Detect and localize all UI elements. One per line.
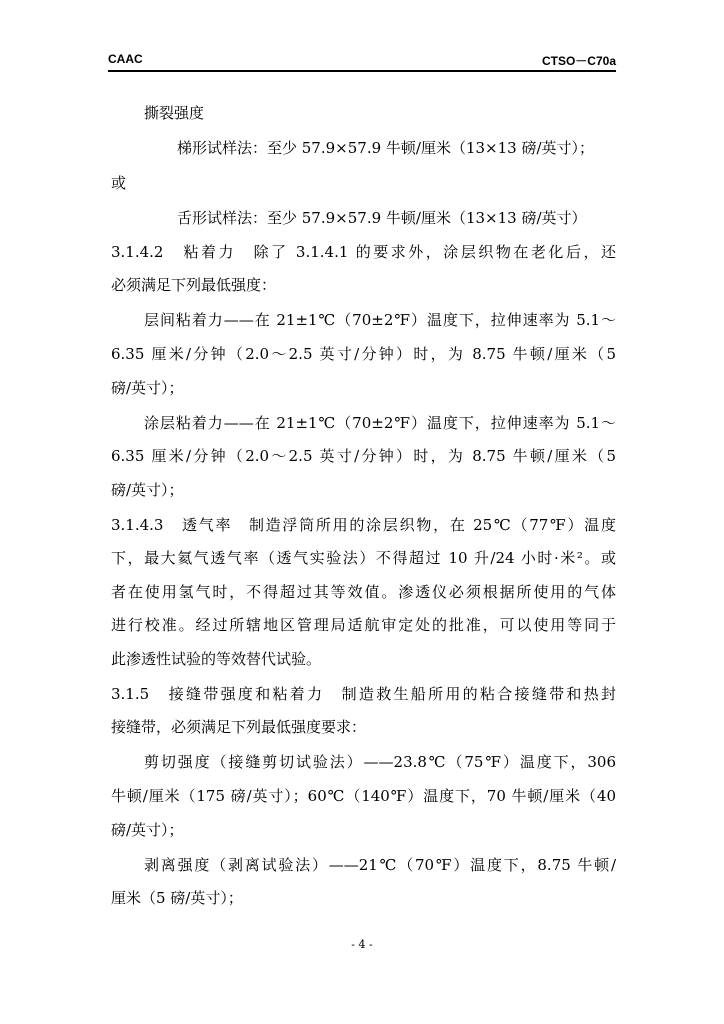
page-header [108, 48, 616, 68]
text-line: 者在使用氢气时，不得超过其等效值。渗透仪必须根据所使用的气体 [111, 583, 616, 601]
text-line: 撕裂强度 [144, 104, 205, 122]
text-line: 剪切强度（接缝剪切试验法）——23.8℃（75℉）温度下，306 [144, 753, 616, 771]
page-number: - 4 - [351, 938, 373, 951]
text-line: 3.1.4.2 粘着力 除了 3.1.4.1 的要求外，涂层织物在老化后，还 [111, 243, 616, 261]
text-line: 磅/英寸）； [111, 821, 184, 839]
text-line: 3.1.5 接缝带强度和粘着力 制造救生船所用的粘合接缝带和热封 [111, 685, 616, 703]
text-line: 6.35 厘米/分钟（2.0～2.5 英寸/分钟）时，为 8.75 牛顿/厘米（5 [111, 345, 616, 363]
text-line: 厘米（5 磅/英寸）； [111, 889, 243, 907]
text-line: 3.1.4.3 透气率 制造浮筒所用的涂层织物，在 25℃（77℉）温度 [111, 516, 616, 534]
text-line: 磅/英寸）； [111, 379, 184, 397]
header-doc-id: CTSO－C70a [541, 54, 616, 68]
text-line: 磅/英寸）； [111, 481, 184, 499]
text-line: 必须满足下列最低强度： [111, 276, 277, 294]
text-line: 牛顿/厘米（175 磅/英寸）；60℃（140℉）温度下，70 牛顿/厘米（40 [111, 787, 616, 805]
text-line: 下，最大氦气透气率（透气实验法）不得超过 10 升/24 小时·米²。或 [111, 549, 616, 567]
text-line: 此渗透性试验的等效替代试验。 [111, 650, 322, 668]
text-line: 6.35 厘米/分钟（2.0～2.5 英寸/分钟）时，为 8.75 牛顿/厘米（5 [111, 447, 616, 465]
text-line: 梯形试样法：至少 57.9×57.9 牛顿/厘米（13×13 磅/英寸）； [177, 139, 595, 157]
text-line: 接缝带，必须满足下列最低强度要求： [111, 718, 367, 736]
text-line: 剥离强度（剥离试验法）——21℃（70℉）温度下，8.75 牛顿/ [144, 856, 616, 874]
header-rule [108, 70, 616, 72]
text-line: 舌形试样法：至少 57.9×57.9 牛顿/厘米（13×13 磅/英寸） [177, 209, 587, 227]
text-line: 或 [111, 174, 127, 192]
header-org: CAAC [108, 52, 143, 66]
text-line: 层间粘着力——在 21±1℃（70±2℉）温度下，拉伸速率为 5.1～ [144, 311, 616, 329]
text-line: 进行校准。经过所辖地区管理局适航审定处的批准，可以使用等同于 [111, 616, 616, 634]
text-line: 涂层粘着力——在 21±1℃（70±2℉）温度下，拉伸速率为 5.1～ [144, 414, 616, 432]
